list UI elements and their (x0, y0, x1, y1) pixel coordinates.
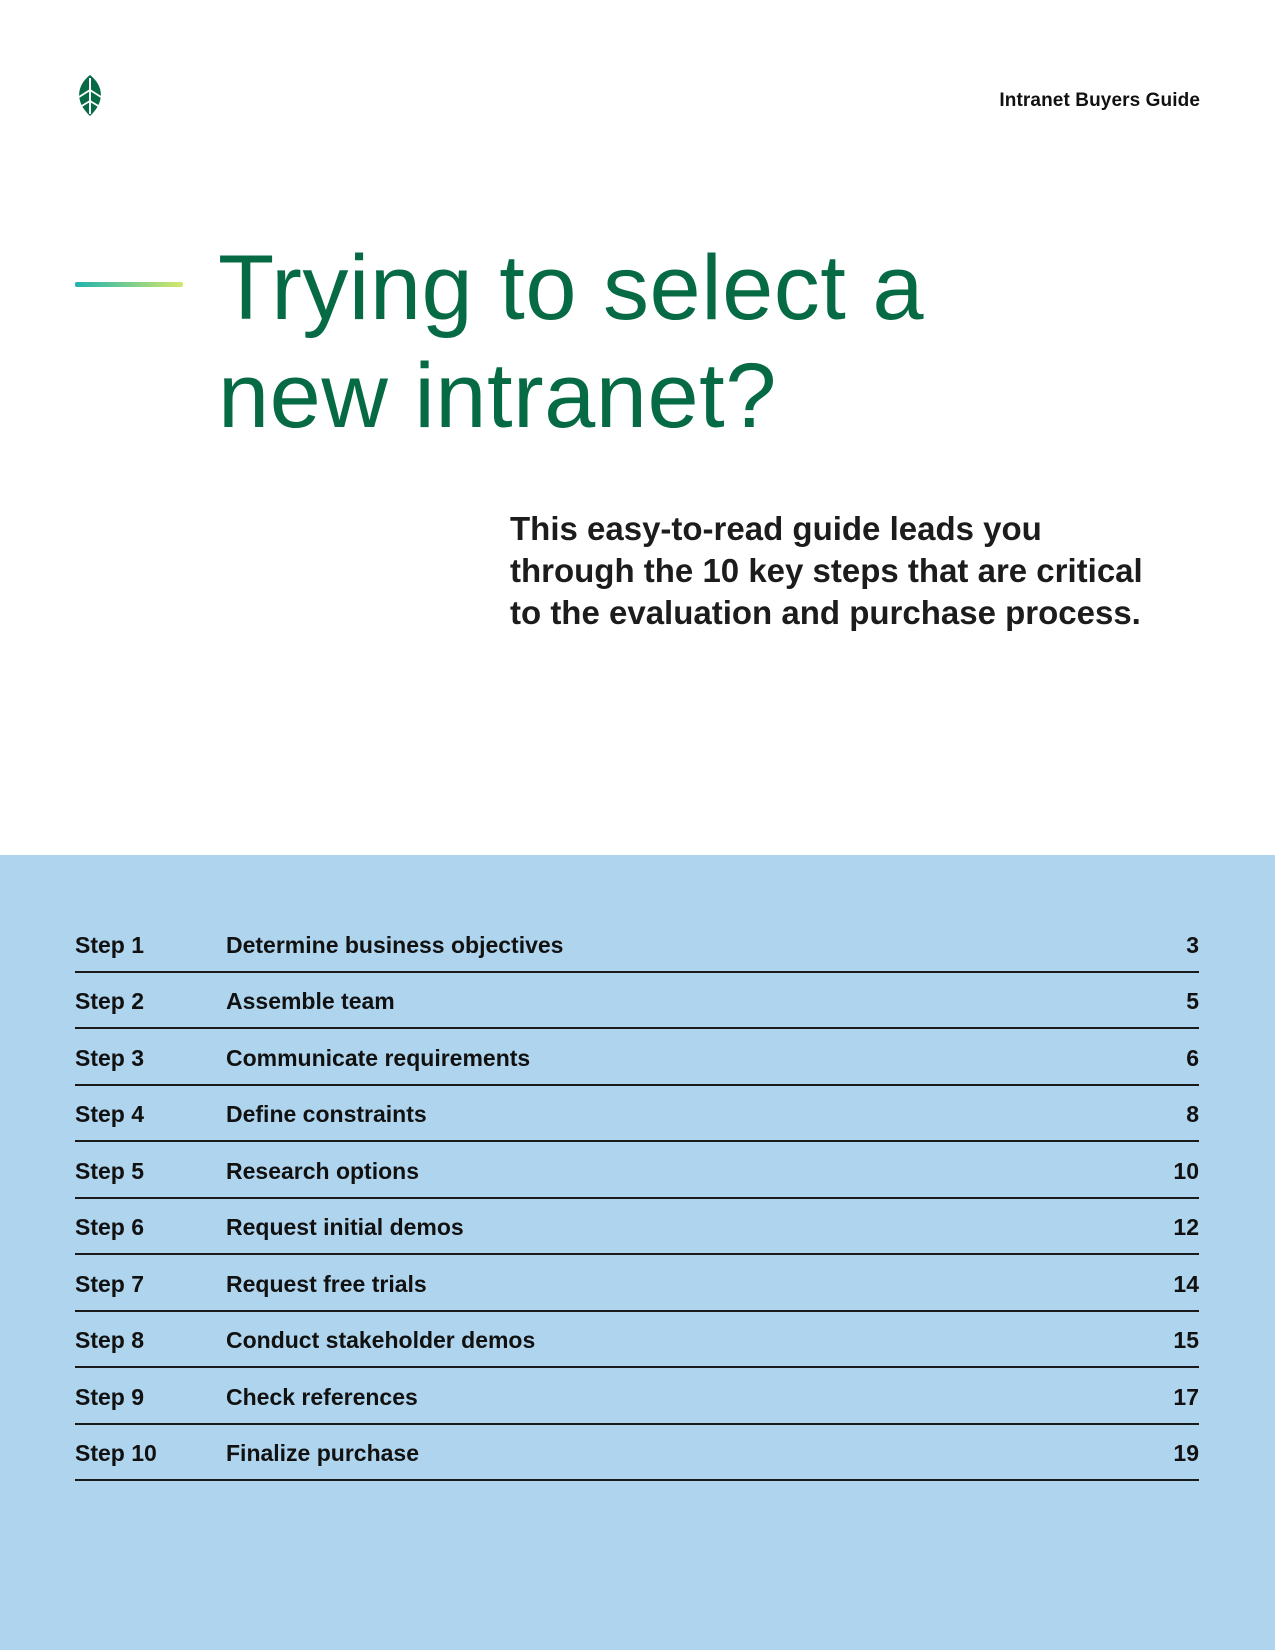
toc-list (75, 916, 1199, 1481)
toc-step-label: Step 4 (75, 1101, 145, 1127)
toc-row[interactable] (75, 1199, 1199, 1256)
document-title: Intranet Buyers Guide (999, 90, 1200, 111)
intro-text: This easy-to-read guide leads you through the 10 key steps that are critical to the evaluation and purchase process. (510, 510, 1143, 631)
toc-page-number: 10 (1173, 1157, 1199, 1184)
toc-page-number: 17 (1173, 1383, 1199, 1410)
toc-step-label: Step 5 (75, 1157, 145, 1184)
toc-step-label: Step 6 (75, 1214, 145, 1240)
toc-step-label: Step 7 (75, 1270, 145, 1297)
toc-page-number: 5 (1186, 988, 1199, 1014)
toc-step-label: Step 8 (75, 1327, 145, 1353)
page-title: Trying to select a new intranet? (218, 237, 925, 447)
toc-row[interactable] (75, 1425, 1199, 1482)
toc-page-number: 14 (1173, 1270, 1199, 1297)
toc-step-label: Step 9 (75, 1383, 145, 1410)
toc-page-number: 3 (1186, 931, 1199, 958)
toc-page-number: 8 (1186, 1101, 1199, 1127)
toc-step-label: Step 10 (75, 1440, 157, 1466)
toc-item-title: Communicate requirements (226, 1044, 531, 1071)
toc-item-title: Request free trials (226, 1270, 427, 1297)
leaf-icon (74, 74, 106, 117)
toc-row[interactable] (75, 1255, 1199, 1312)
accent-line (75, 282, 183, 287)
toc-row[interactable] (75, 1142, 1199, 1199)
toc-row[interactable] (75, 1029, 1199, 1086)
toc-step-label: Step 2 (75, 988, 145, 1014)
toc-item-title: Conduct stakeholder demos (226, 1327, 536, 1353)
toc-page-number: 15 (1173, 1327, 1199, 1353)
toc-row[interactable] (75, 916, 1199, 973)
toc-item-title: Request initial demos (226, 1214, 464, 1240)
toc-item-title: Assemble team (226, 988, 395, 1014)
toc-page-number: 19 (1173, 1440, 1199, 1466)
table-of-contents (0, 855, 1275, 1650)
toc-item-title: Define constraints (226, 1101, 427, 1127)
toc-step-label: Step 3 (75, 1044, 145, 1071)
toc-row[interactable] (75, 1312, 1199, 1369)
toc-item-title: Finalize purchase (226, 1440, 420, 1466)
toc-item-title: Research options (226, 1157, 419, 1184)
toc-row[interactable] (75, 973, 1199, 1030)
toc-page-number: 6 (1186, 1044, 1199, 1071)
toc-item-title: Check references (226, 1383, 418, 1410)
toc-item-title: Determine business objectives (226, 931, 564, 958)
toc-step-label: Step 1 (75, 931, 145, 958)
toc-page-number: 12 (1173, 1214, 1199, 1240)
toc-row[interactable] (75, 1368, 1199, 1425)
toc-row[interactable] (75, 1086, 1199, 1143)
